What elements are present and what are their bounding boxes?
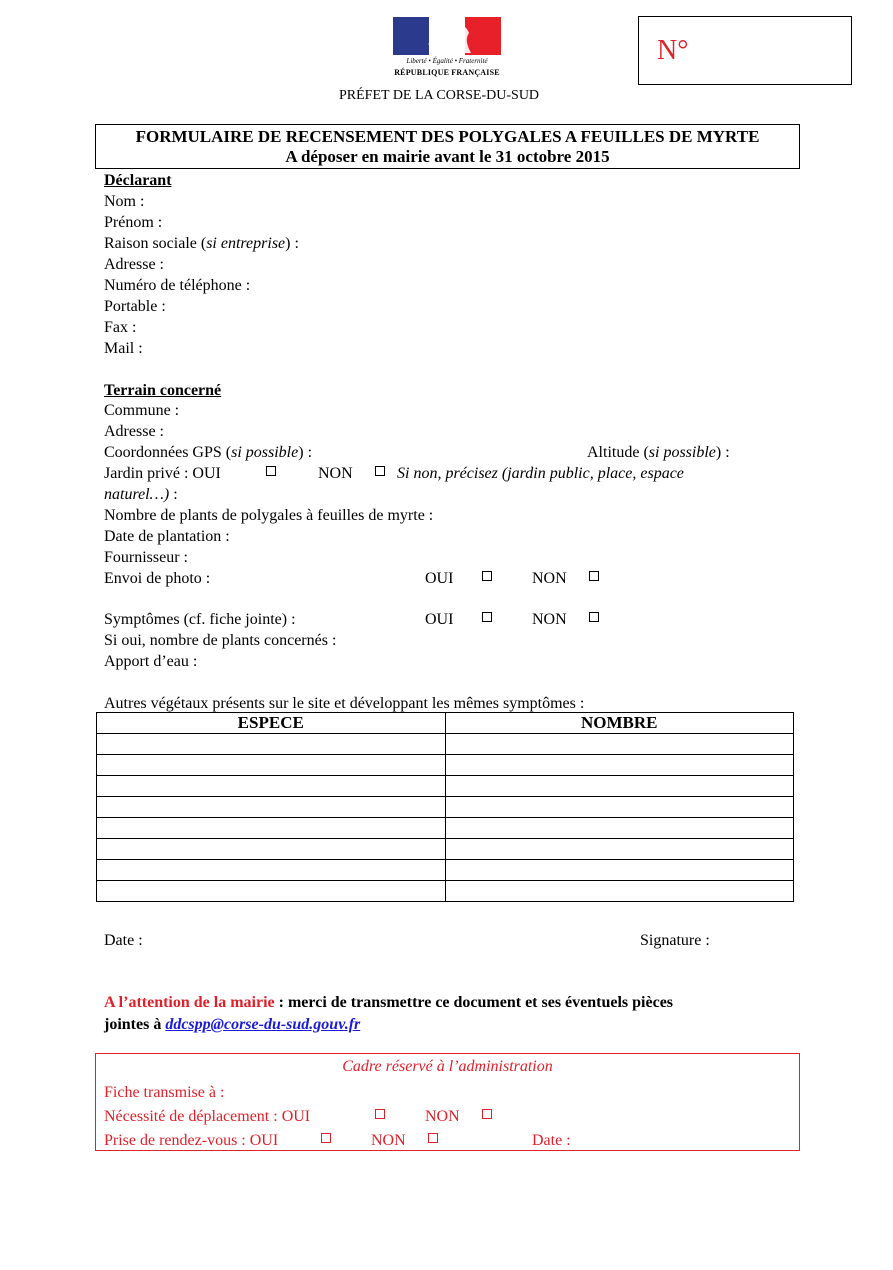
number-label: N° [657, 35, 689, 66]
nombre-cell[interactable] [445, 839, 794, 860]
nom-field[interactable]: Nom : [104, 193, 145, 210]
deplacement-non-checkbox[interactable] [482, 1109, 492, 1119]
espece-cell[interactable] [97, 797, 446, 818]
photo-oui-checkbox[interactable] [482, 571, 492, 581]
declarant-heading: Déclarant [104, 172, 172, 189]
adresse-field[interactable]: Adresse : [104, 256, 164, 273]
gps-field[interactable] [104, 442, 312, 463]
rdv-label: Prise de rendez-vous : OUI [104, 1132, 279, 1149]
email-link[interactable]: ddcspp@corse-du-sud.gouv.fr [165, 1016, 361, 1033]
deplacement-non-label: NON [425, 1108, 460, 1125]
raison-hint: si entreprise [206, 235, 286, 252]
nombre-cell[interactable] [445, 818, 794, 839]
symptomes-oui-label: OUI [425, 611, 454, 628]
table-row [97, 839, 794, 860]
symptomes-oui-checkbox[interactable] [482, 612, 492, 622]
jardin-note-cont[interactable] [104, 484, 178, 505]
telephone-field[interactable]: Numéro de téléphone : [104, 277, 251, 294]
espece-cell[interactable] [97, 734, 446, 755]
table-row [97, 818, 794, 839]
jardin-note: Si non, précisez (jardin public, place, espace [397, 465, 684, 482]
title-line-1: FORMULAIRE DE RECENSEMENT DES POLYGALES A FEUILLES DE MYRTE [135, 127, 760, 146]
terrain-heading: Terrain concerné [104, 382, 222, 399]
jardin-non-label: NON [318, 465, 353, 482]
photo-non-checkbox[interactable] [589, 571, 599, 581]
raison-suffix: ) : [285, 235, 299, 252]
date-field[interactable]: Date : [104, 932, 143, 949]
symptomes-non-label: NON [532, 611, 567, 628]
raison-label: Raison sociale ( [104, 235, 207, 252]
terrain-adresse-field[interactable]: Adresse : [104, 423, 164, 440]
fax-field[interactable]: Fax : [104, 319, 137, 336]
apport-eau-field[interactable]: Apport d’eau : [104, 653, 198, 670]
table-row [97, 860, 794, 881]
species-table [96, 712, 794, 902]
nombre-cell[interactable] [445, 734, 794, 755]
espece-cell[interactable] [97, 755, 446, 776]
title-line-2: A déposer en mairie avant le 31 octobre 2015 [285, 147, 610, 166]
republic-motto: Liberté • Égalité • Fraternité [406, 57, 488, 65]
gps-hint: si possible [231, 444, 299, 461]
espece-cell[interactable] [97, 860, 446, 881]
table-row [97, 776, 794, 797]
mail-field[interactable]: Mail : [104, 340, 143, 357]
prefect-label: PRÉFET DE LA CORSE-DU-SUD [339, 88, 540, 103]
column-header-nombre: NOMBRE [445, 713, 794, 734]
deplacement-oui-checkbox[interactable] [375, 1109, 385, 1119]
jardin-note-suffix: : [169, 486, 178, 503]
marianne-logo [393, 17, 501, 83]
attention-line [104, 992, 673, 1013]
date-plantation-field[interactable]: Date de plantation : [104, 528, 230, 545]
rdv-non-label: NON [371, 1132, 406, 1149]
column-header-espece: ESPECE [97, 713, 446, 734]
nombre-cell[interactable] [445, 881, 794, 902]
fiche-transmise-field[interactable]: Fiche transmise à : [104, 1084, 225, 1101]
photo-non-label: NON [532, 570, 567, 587]
rdv-oui-checkbox[interactable] [321, 1133, 331, 1143]
symptomes-non-checkbox[interactable] [589, 612, 599, 622]
jardin-prive-label: Jardin privé : OUI [104, 465, 221, 482]
fournisseur-field[interactable]: Fournisseur : [104, 549, 188, 566]
jardin-non-checkbox[interactable] [375, 466, 385, 476]
raison-sociale-field[interactable] [104, 233, 299, 254]
rdv-date-field[interactable]: Date : [532, 1132, 571, 1149]
altitude-hint: si possible [648, 444, 716, 461]
deplacement-label: Nécessité de déplacement : OUI [104, 1108, 311, 1125]
attention-text: : merci de transmettre ce document et ses éventuels pièces [274, 994, 674, 1011]
commune-field[interactable]: Commune : [104, 402, 180, 419]
number-box[interactable] [638, 16, 852, 85]
nombre-cell[interactable] [445, 797, 794, 818]
gps-label: Coordonnées GPS ( [104, 444, 232, 461]
republic-name: RÉPUBLIQUE FRANÇAISE [394, 68, 500, 77]
table-row [97, 797, 794, 818]
attention-mairie: A l’attention de la mairie [104, 994, 275, 1011]
nombre-plants-field[interactable]: Nombre de plants de polygales à feuilles de myrte : [104, 507, 434, 524]
altitude-label: Altitude ( [587, 444, 649, 461]
autres-vegetaux-intro: Autres végétaux présents sur le site et développant les mêmes symptômes : [104, 695, 585, 712]
symptomes-label: Symptômes (cf. fiche jointe) : [104, 611, 296, 628]
prenom-field[interactable]: Prénom : [104, 214, 163, 231]
jardin-oui-checkbox[interactable] [266, 466, 276, 476]
table-row [97, 755, 794, 776]
altitude-field[interactable] [587, 442, 730, 463]
plants-concernes-field[interactable]: Si oui, nombre de plants concernés : [104, 632, 337, 649]
jointes-text: jointes à [104, 1016, 166, 1033]
gps-suffix: ) : [298, 444, 313, 461]
espece-cell[interactable] [97, 776, 446, 797]
espece-cell[interactable] [97, 881, 446, 902]
espece-cell[interactable] [97, 839, 446, 860]
admin-title: Cadre réservé à l’administration [342, 1058, 553, 1075]
envoi-photo-label: Envoi de photo : [104, 570, 211, 587]
altitude-suffix: ) : [715, 444, 730, 461]
espece-cell[interactable] [97, 818, 446, 839]
table-row [97, 734, 794, 755]
portable-field[interactable]: Portable : [104, 298, 166, 315]
jardin-note-line2: naturel…) [104, 486, 170, 503]
nombre-cell[interactable] [445, 860, 794, 881]
nombre-cell[interactable] [445, 755, 794, 776]
nombre-cell[interactable] [445, 776, 794, 797]
signature-field[interactable]: Signature : [640, 932, 710, 949]
photo-oui-label: OUI [425, 570, 454, 587]
form-title [95, 124, 800, 169]
table-row [97, 881, 794, 902]
rdv-non-checkbox[interactable] [428, 1133, 438, 1143]
jointes-line [104, 1014, 360, 1035]
marianne-profile-icon [415, 21, 479, 55]
